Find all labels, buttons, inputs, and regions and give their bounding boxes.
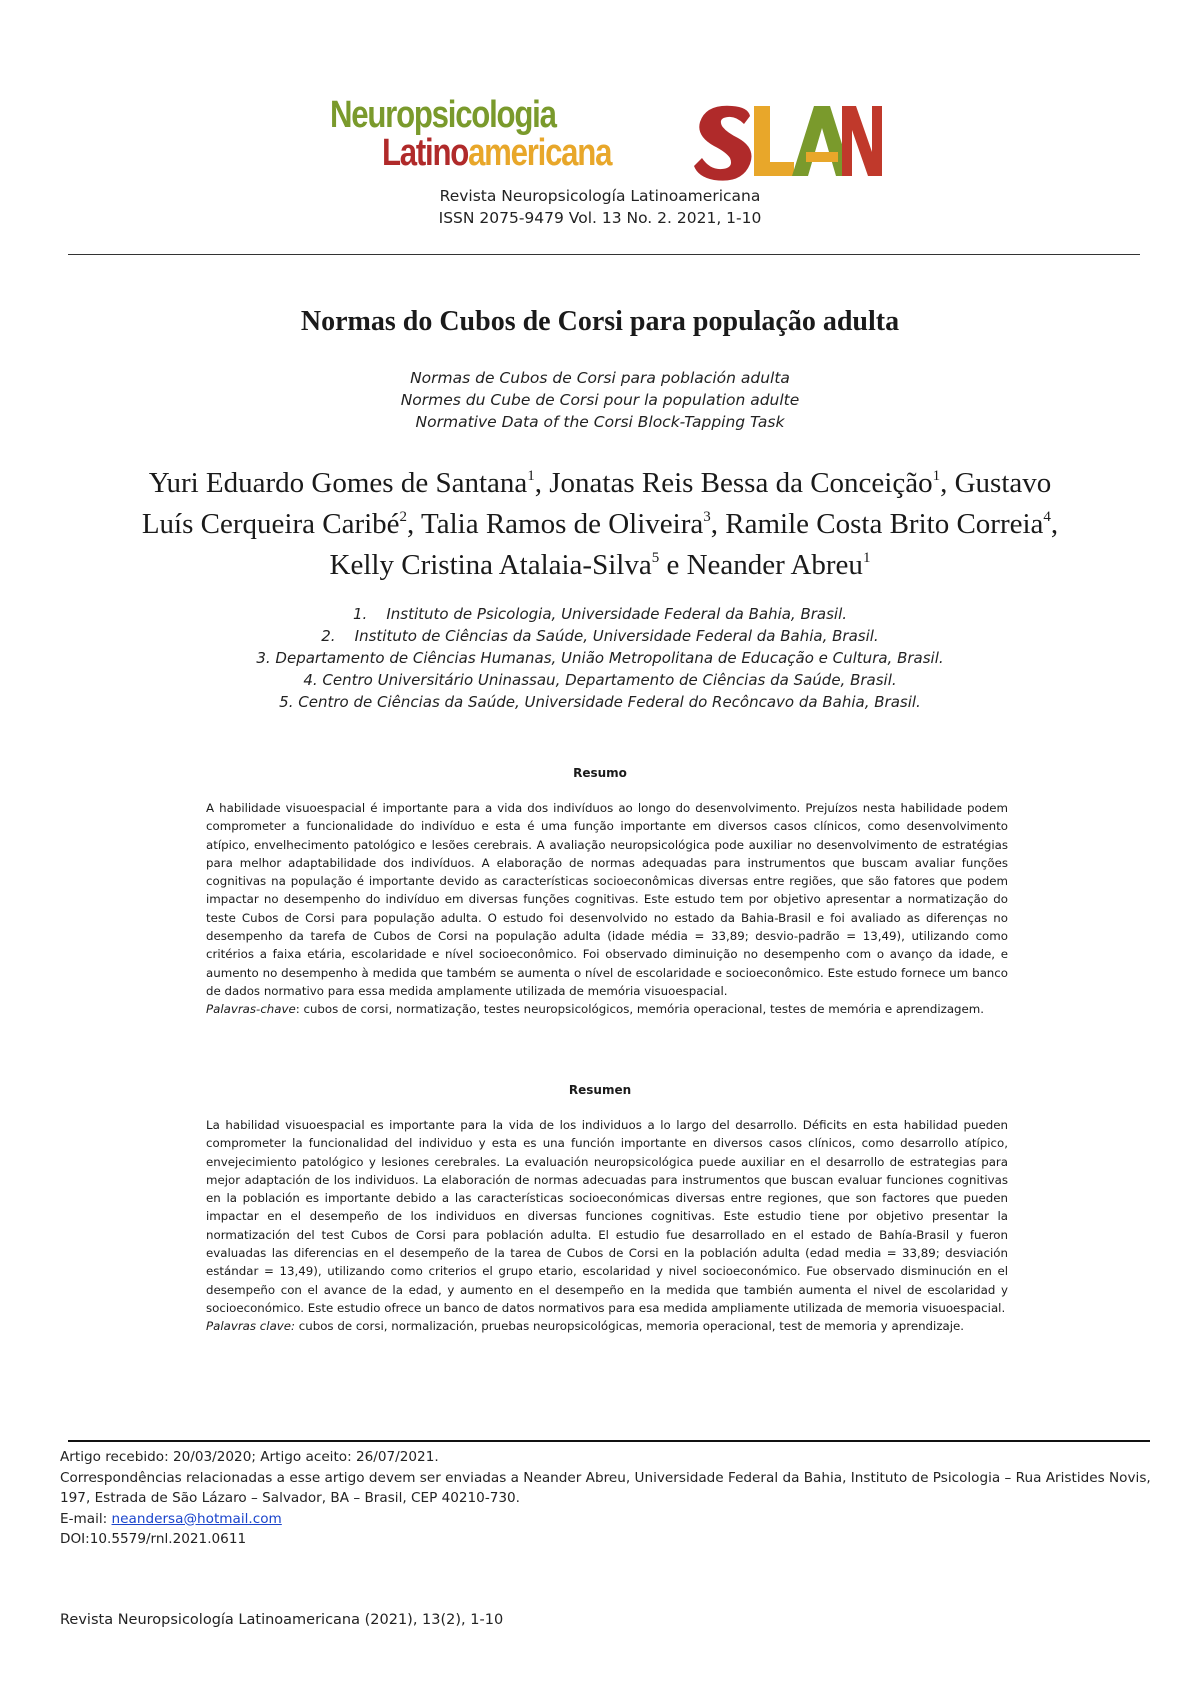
- author-name: Talia Ramos de Oliveira: [421, 508, 704, 540]
- affiliation-1: 1. Instituto de Psicologia, Universidade Federal da Bahia, Brasil.: [352, 605, 848, 623]
- resumen-keywords: [206, 1317, 1008, 1335]
- author-affiliation-marker: 3: [703, 509, 711, 525]
- journal-name: Revista Neuropsicología Latinoamericana: [439, 187, 761, 205]
- slan-logo-mark: [692, 92, 882, 188]
- logo-word-latinoamericana: Latinoamericana: [382, 132, 612, 174]
- affiliation-2: 2. Instituto de Ciências da Saúde, Universidade Federal da Bahia, Brasil.: [321, 627, 879, 645]
- author-name: Kelly Cristina Atalaia-Silva: [329, 549, 652, 581]
- author-affiliation-marker: 1: [932, 468, 941, 484]
- author-name: Gustavo Luís Cerqueira Caribé: [141, 467, 1052, 540]
- affiliation-3: 3. Departamento de Ciências Humanas, União Metropolitana de Educação e Cultura, Brasil.: [256, 649, 944, 667]
- author-affiliation-marker: 1: [862, 550, 871, 566]
- resumo-text: A habilidade visuoespacial é importante para a vida dos indivíduos ao longo do desenvolvimento. Prejuízos nesta habilidade podem comprometer a funcionalidade do indivíduo e esta é uma função importante em diversos casos clínicos, como desenvolvimento atípico, envelhecimento patológico e lesões cerebrais. A avaliação neuropsicológica pode auxiliar no desenvolvimento de estratégias para melhor adaptabilidade dos indivíduos. A elaboração de normas adequadas para instrumentos que buscam avaliar funções cognitivas na população é importante devido as características socioeconômicas diversas entre regiões, que são fatores que podem impactar no desempenho do indivíduo em diversas funções cognitivas. Este estudo tem por objetivo apresentar a normatização do teste Cubos de Corsi para população adulta. O estudo foi desenvolvido no estado da Bahia-Brasil e foi avaliado as diferenças no desempenho da tarefa de Cubos de Corsi na população adulta (idade média = 33,89; desvio-padrão = 13,49), utilizando como critérios a faixa etária, escolaridade e nível socioeconômico. Foi observado diminuição no desempenho com o avanço da idade, e aumento no desempenho à medida que também se aumenta o nível de escolaridade e socioeconômico. Este estudo fornece um banco de dados normativo para essa medida amplamente utilizada de memória visuoespacial.: [206, 801, 1008, 998]
- article-dates: Artigo recebido: 20/03/2020; Artigo aceito: 26/07/2021.: [60, 1449, 439, 1465]
- author-name: Yuri Eduardo Gomes de Santana: [148, 467, 528, 499]
- keywords-label: Palavras-chave: [206, 1002, 296, 1017]
- page-footer: Revista Neuropsicología Latinoamericana (2021), 13(2), 1-10: [60, 1612, 504, 1628]
- alt-title-en: Normative Data of the Corsi Block-Tapping Task: [415, 413, 785, 431]
- resumen-abstract: [206, 1116, 1008, 1336]
- journal-issn: ISSN 2075-9479 Vol. 13 No. 2. 2021, 1-10: [438, 209, 762, 227]
- correspondence: Correspondências relacionadas a esse artigo devem ser enviadas a Neander Abreu, Universidade Federal da Bahia, Instituto de Psicologia – Rua Aristides Novis, 197, Estrada de São Lázaro – Salvador, BA – Brasil, CEP 40210-730.: [60, 1469, 1151, 1506]
- affiliation-5: 5. Centro de Ciências da Saúde, Universidade Federal do Recôncavo da Bahia, Brasil.: [279, 693, 921, 711]
- author-affiliation-marker: 2: [399, 509, 408, 525]
- alt-title-fr: Normes du Cube de Corsi pour la population adulte: [400, 391, 800, 409]
- author-list: Yuri Eduardo Gomes de Santana$^1$, Jonatas Reis Bessa da Conceição$^1$, Gustavo Luís Cerqueira Caribé$^2$, Talia Ramos de Oliveira$^3$, Ramile Costa Brito Correia$^4$, Kelly Cristina Atalaia-Silva$^5$ e Neander Abreu$^1$: [141, 467, 1059, 581]
- author-affiliation-marker: 4: [1043, 509, 1051, 525]
- logo-word-neuropsicologia: Neuropsicologia: [330, 94, 556, 136]
- author-name: Jonatas Reis Bessa da Conceição: [549, 467, 933, 499]
- article-title: Normas do Cubos de Corsi para população adulta: [300, 306, 900, 337]
- keywords-label: Palavras clave:: [206, 1319, 296, 1334]
- email-line: E-mail: neandersa@hotmail.com: [60, 1510, 282, 1527]
- resumo-abstract: [206, 799, 1008, 1019]
- author-affiliation-marker: 1: [527, 468, 535, 484]
- author-name: Neander Abreu: [686, 549, 863, 581]
- keywords-text: : cubos de corsi, normatização, testes neuropsicológicos, memória operacional, testes de memória e aprendizagem.: [295, 1002, 985, 1017]
- author-affiliation-marker: 5: [651, 550, 660, 566]
- header-divider: [68, 254, 1140, 255]
- resumo-keywords: [206, 1000, 1008, 1018]
- keywords-text: cubos de corsi, normalización, pruebas neuropsicológicas, memoria operacional, test de memoria y aprendizaje.: [295, 1319, 965, 1334]
- author-name: Ramile Costa Brito Correia: [725, 508, 1044, 540]
- doi: DOI:10.5579/rnl.2021.0611: [60, 1531, 247, 1547]
- footnote: [60, 1447, 1160, 1550]
- resumen-heading: Resumen: [568, 1083, 632, 1097]
- affiliation-4: 4. Centro Universitário Uninassau, Departamento de Ciências da Saúde, Brasil.: [303, 671, 897, 689]
- footnote-divider: [68, 1440, 1150, 1442]
- email-link[interactable]: neandersa@hotmail.com: [111, 1510, 282, 1527]
- journal-logo: [320, 92, 880, 188]
- resumo-heading: Resumo: [573, 766, 627, 780]
- resumen-text: La habilidad visuoespacial es importante para la vida de los individuos a lo largo del desarrollo. Déficits en esta habilidad pueden comprometer la funcionalidad del individuo y esta es una función importante en diversos casos clínicos, como desarrollo atípico, envejecimiento patológico y lesiones cerebrales. La evaluación neuropsicológica puede auxiliar en el desarrollo de estrategias para mejor adaptación de los individuos. La elaboración de normas adecuadas para instrumentos que buscan evaluar funciones cognitivas en la población es importante debido a las características socioeconómicas diversas entre regiones, que son factores que pueden impactar en el desempeño de los individuos en diversas funciones cognitivas. Este estudio tiene por objetivo presentar la normatización del test Cubos de Corsi para población adulta. El estudio fue desarrollado en el estado de Bahía-Brasil y fueron evaluadas las diferencias en el desempeño de la tarea de Cubos de Corsi en la población adulta (edad media = 33,89; desviación estándar = 13,49), utilizando como criterios el grupo etario, escolaridad y nivel socioeconómico. Fue observado disminución en el desempeño con el avance de la edad, y aumento en el desempeño en la medida que también aumenta el nivel de escolaridad y socioeconómico. Este estudio ofrece un banco de datos normativos para esa medida ampliamente utilizada de memoria visuoespacial.: [206, 1118, 1008, 1315]
- alt-title-es: Normas de Cubos de Corsi para población adulta: [410, 369, 790, 387]
